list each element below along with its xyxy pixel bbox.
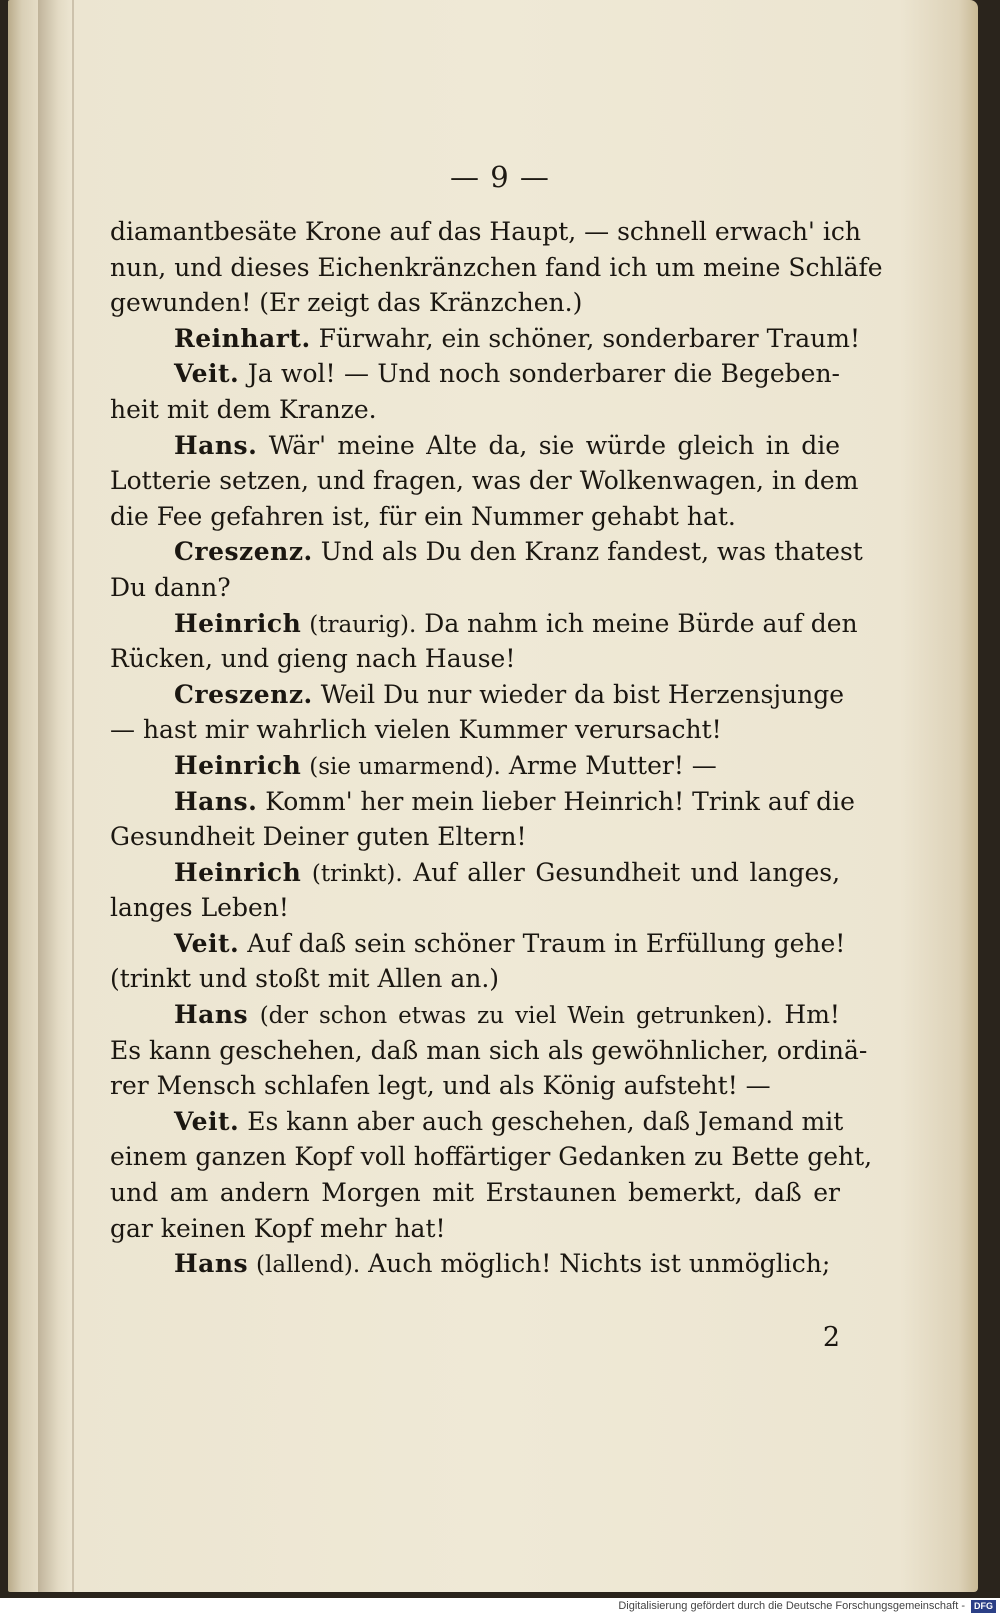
- body-text: [110, 214, 883, 1282]
- line-text: gar keinen Kopf mehr hat!: [110, 1213, 446, 1243]
- line-text: Rücken, und gieng nach Hause!: [110, 644, 516, 674]
- stage-direction: (der schon etwas zu viel Wein getrunken).: [259, 1003, 773, 1030]
- text-line: [110, 961, 840, 997]
- text-line: [110, 534, 863, 570]
- line-text: die Fee gefahren ist, für ein Nummer gehabt hat.: [110, 501, 736, 531]
- line-text: Du dann?: [110, 572, 231, 602]
- text-line: [110, 712, 840, 748]
- text-line: [110, 356, 840, 392]
- stage-direction: (sie umarmend).: [309, 753, 501, 780]
- speaker-name: Reinhart.: [174, 323, 311, 353]
- line-text: (trinkt und stoßt mit Allen an.): [110, 964, 500, 994]
- line-text: Und als Du den Kranz fandest, was thatest: [320, 537, 863, 567]
- speaker-name: Veit.: [174, 928, 240, 958]
- text-line: [110, 392, 840, 428]
- text-line: [110, 926, 846, 962]
- text-line: [110, 1068, 840, 1104]
- speaker-name: Veit.: [174, 359, 240, 389]
- text-line: [110, 1175, 840, 1211]
- speaker-name: Hans.: [174, 430, 258, 460]
- text-line: [110, 463, 859, 499]
- stage-direction: (traurig).: [309, 611, 417, 638]
- signature-mark: 2: [822, 1322, 840, 1353]
- line-text: Auch möglich! Nichts ist unmöglich;: [368, 1249, 831, 1279]
- line-text: Auf aller Gesundheit und langes,: [413, 857, 841, 887]
- page-gutter: [38, 0, 72, 1592]
- speaker-name: Hans: [174, 1249, 249, 1279]
- text-line: [110, 1246, 840, 1282]
- line-text: Auf daß sein schöner Traum in Erfüllung gehe!: [247, 928, 846, 958]
- line-text: — hast mir wahrlich vielen Kummer verursacht!: [110, 715, 722, 745]
- text-line: [110, 890, 840, 926]
- speaker-name: Heinrich: [174, 750, 302, 780]
- speaker-name: Heinrich: [174, 608, 302, 638]
- line-text: Gesundheit Deiner guten Eltern!: [110, 822, 527, 852]
- text-line: [110, 1211, 840, 1247]
- text-line: [110, 499, 840, 535]
- speaker-name: Creszenz.: [174, 679, 313, 709]
- text-line: [110, 570, 840, 606]
- line-text: Arme Mutter! —: [508, 750, 717, 780]
- dfg-logo-icon: DFG: [971, 1600, 996, 1613]
- text-line: [110, 321, 860, 357]
- text-line: [110, 677, 845, 713]
- text-line: [110, 641, 840, 677]
- text-line: [110, 428, 840, 464]
- text-line: [110, 1104, 844, 1140]
- text-line: [110, 606, 858, 642]
- line-text: Es kann aber auch geschehen, daß Jemand mit: [247, 1106, 844, 1136]
- line-text: heit mit dem Kranze.: [110, 394, 377, 424]
- line-text: Lotterie setzen, und fragen, was der Wolkenwagen, in dem: [110, 466, 859, 496]
- text-line: [110, 214, 861, 250]
- text-line: [110, 997, 840, 1033]
- line-text: einem ganzen Kopf voll hoffärtiger Gedanken zu Bette geht,: [110, 1142, 873, 1172]
- line-text: Es kann geschehen, daß man sich als gewöhnlicher, ordinä-: [110, 1035, 868, 1065]
- speaker-name: Creszenz.: [174, 537, 313, 567]
- text-line: [110, 250, 883, 286]
- line-text: diamantbesäte Krone auf das Haupt, — schnell erwach' ich: [110, 217, 861, 246]
- line-text: Hm!: [784, 1000, 840, 1030]
- text-line: [110, 748, 840, 784]
- speaker-name: Heinrich: [174, 857, 302, 887]
- text-line: [110, 1033, 868, 1069]
- line-text: nun, und dieses Eichenkränzchen fand ich um meine Schläfe: [110, 252, 883, 282]
- speaker-name: Hans: [174, 1000, 249, 1030]
- line-text: langes Leben!: [110, 893, 289, 923]
- line-text: rer Mensch schlafen legt, und als König aufsteht! —: [110, 1071, 771, 1101]
- line-text: Da nahm ich meine Bürde auf den: [424, 608, 858, 638]
- line-text: Fürwahr, ein schöner, sonderbarer Traum!: [318, 323, 860, 353]
- page-number: — 9 —: [450, 160, 550, 194]
- line-text: gewunden! (Er zeigt das Kränzchen.): [110, 288, 583, 318]
- line-text: und am andern Morgen mit Erstaunen bemerkt, daß er: [110, 1178, 840, 1208]
- line-text: Komm' her mein lieber Heinrich! Trink auf die: [265, 786, 855, 816]
- line-text: Weil Du nur wieder da bist Herzensjunge: [320, 679, 845, 709]
- speaker-name: Hans.: [174, 786, 258, 816]
- text-line: [110, 1139, 873, 1175]
- line-text: Ja wol! — Und noch sonderbarer die Begeben-: [247, 359, 840, 389]
- line-text: Wär' meine Alte da, sie würde gleich in die: [268, 430, 840, 460]
- text-line: [110, 285, 840, 321]
- digitization-footer: [0, 1598, 1000, 1614]
- text-line: [110, 784, 855, 820]
- footer-credit: Digitalisierung gefördert durch die Deutsche Forschungsgemeinschaft -: [618, 1600, 965, 1612]
- stage-direction: (trinkt).: [311, 860, 403, 887]
- speaker-name: Veit.: [174, 1106, 240, 1136]
- text-line: [110, 855, 840, 891]
- page-crease: [72, 0, 74, 1592]
- text-line: [110, 819, 840, 855]
- stage-direction: (lallend).: [256, 1252, 361, 1279]
